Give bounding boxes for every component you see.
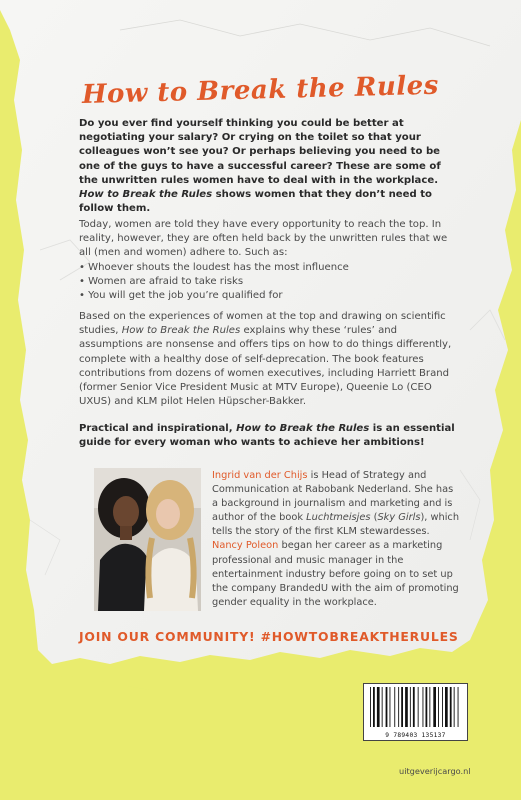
isbn-barcode: [363, 683, 468, 741]
page-title: How to Break the Rules: [81, 70, 440, 110]
closing-text-b: is an essential guide for every woman who wants to achieve her ambitions!: [79, 423, 455, 449]
author-bio-text: is Head of Strategy and Communication at Rabobank Nederland. She has a background in journalism and marketing and is author of the book: [212, 470, 454, 524]
barcode-bars: [364, 687, 467, 731]
community-hashtag: JOIN OUR COMMUNITY! #HOWTOBREAKTHERULES: [79, 629, 459, 644]
intro-text-a: Do you ever find yourself thinking you could be better at negotiating your salary? Or crying on the toilet so that your colleagues won’t see you? Or perhaps believing you need to be one of the guys to have a successful career? These are some of the unwritten rules women have to deal with in the workplace.: [79, 118, 441, 186]
author-bio-1: [212, 469, 462, 539]
closing-text-a: Practical and inspirational,: [79, 423, 237, 434]
book-title-luchtmeisjes: Luchtmeisjes: [306, 512, 371, 524]
list-item: • Women are afraid to take risks: [79, 275, 244, 287]
paragraph-3-text-a: Based on the experiences of women at the top and drawing on scientific studies,: [79, 311, 446, 337]
paren-open: (: [370, 512, 378, 524]
closing-book-title: How to Break the Rules: [236, 423, 370, 434]
list-item: • Whoever shouts the loudest has the most influence: [79, 261, 349, 273]
list-item: • You will get the job you’re qualified for: [79, 290, 283, 302]
paragraph-2-text: Today, women are told they have every opportunity to reach the top. In reality, however, they are often held back by the unwritten rules that we all (men and women) adhere to. Such as:: [79, 219, 448, 259]
intro-paragraph: [79, 117, 461, 216]
closing-paragraph: [79, 422, 461, 450]
author-bio-2: [212, 539, 462, 609]
author-bio-text: began her career as a marketing professional and music manager in the entertainment industry before going on to set up the company BrandedU with the aim of promoting gender equality in the workplace.: [212, 540, 459, 608]
author-bio: [212, 469, 462, 610]
author-name-1: Ingrid van der Chijs: [212, 470, 308, 481]
paragraph-3-text-b: explains why these ‘rules’ and assumptions are nonsense and offers tips on how to do things differently, complete with a healthy dose of self-deprecation. The book features contributions from dozens of women executives, including Harriett Brand (former Senior Vice President Music at MTV Europe), Queenie Lo (CEO UXUS) and KLM pilot Helen Hüpscher-Bakker.: [79, 325, 452, 408]
paragraph-3-book-title: How to Break the Rules: [121, 325, 241, 337]
body-paragraph-2: [79, 218, 461, 303]
publisher-website[interactable]: uitgeverijcargo.nl: [399, 766, 471, 776]
unwritten-rules-list: [79, 261, 461, 304]
author-bio-text: ), which tells the story of the first KLM stewardesses.: [212, 512, 460, 538]
author-name-2: Nancy Poleon: [212, 540, 279, 552]
body-paragraph-3: [79, 310, 461, 409]
intro-book-title: How to Break the Rules: [79, 189, 213, 201]
intro-text-b: shows women that they don’t need to follow them.: [79, 189, 432, 215]
authors-photo: [94, 468, 201, 611]
isbn-number: 9 789403 135137: [385, 732, 446, 739]
book-title-translation: Sky Girls: [377, 512, 421, 524]
